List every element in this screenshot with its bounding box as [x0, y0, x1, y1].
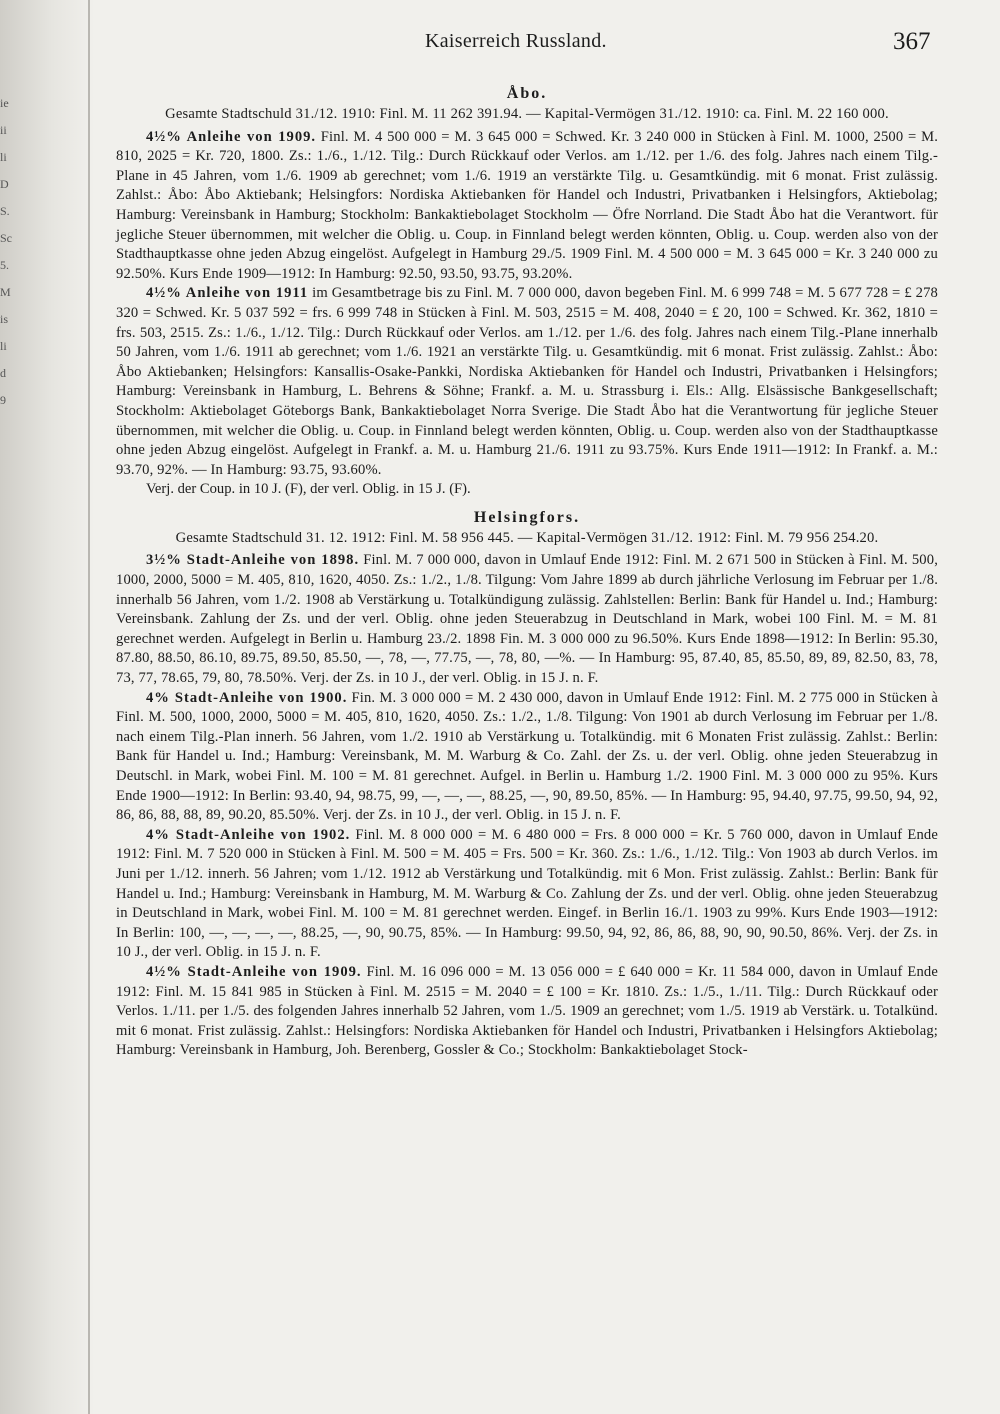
section-heading-abo: Åbo. — [506, 85, 548, 102]
loan-title: 4½% Stadt-Anleihe von 1909. — [146, 963, 362, 980]
margin-fragment: ii — [0, 123, 7, 137]
running-title: Kaiserreich Russland. — [425, 30, 607, 52]
margin-fragment: M — [0, 285, 11, 299]
margin-fragment: li — [0, 150, 7, 164]
loan-text: Fin. M. 3 000 000 = M. 2 430 000, davon in Umlauf Ende 1912: Finl. M. 2 775 000 in Stücken à Finl. M. 500, 1000, 2000, 5000 = M. 405, 810, 1620, 4050. Zs.: 1./2., 1./8. Tilgung: Von 1901 ab durch Verlosung im Februar per 1./8. nach einem Tilg.-Plan innerh. 56 Jahren, vom 1./2. 1910 ab Verstärkung u. Totalkündig. mit 6 Monaten Frist zulässig. Zahlst.: Berlin: Bank für Handel u. Ind.; Hamburg: Vereinsbank, M. M. Warburg & Co. Zahl. der Zs. u. der verl. Oblig. ohne jeden Steuerabzug in Deutschl. in Mark, wobei Finl. M. 100 = M. 81 gerechnet. Aufgel. in Berlin u. Hamburg 1./2. 1900 Finl. M. 3 000 000 zu 95%. Kurs Ende 1900—1912: In Berlin: 93.40, 94, 98.75, 99, —, —, —, 88.25, —, 90, 89.50, 85%. — In Hamburg: 95, 94.40, 97.75, 99.50, 94, 92, 86, 86, 88, 88, 89, 90.20, 85.50%. Verj. der Zs. in 10 J., der verl. Oblig. in 15 J. n. F. — [116, 689, 939, 824]
loan-title: 3½% Stadt-Anleihe von 1898. — [146, 552, 360, 569]
loan-title: 4% Stadt-Anleihe von 1902. — [146, 826, 351, 843]
page-number: 367 — [893, 28, 931, 55]
margin-fragment: d — [0, 366, 6, 380]
adjacent-page-edge — [0, 0, 95, 1414]
prescription-note: Verj. der Coup. in 10 J. (F), der verl. Oblig. in 15 J. (F). — [146, 481, 471, 498]
loan-text: Finl. M. 8 000 000 = M. 6 480 000 = Frs. 8 000 000 = Kr. 5 760 000, davon in Umlauf Ende 1912: Finl. M. 7 520 000 in Stücken à Finl. M. 500 = M. 405 = Frs. 500 = Kr. 360. Zs.: 1./6., 1./12. Tilg.: Von 1903 ab durch Verlos. im Juni per 1./12. innerh. 56 Jahren; vom 1./12. 1912 ab Verstärkung und Totalkündig. mit 6 Mon. Frist zulässig. Zahlst.: Berlin: Bank für Handel u. Ind.; Hamburg: Vereinsbank in Hamburg, M. M. Warburg & Co. Zahlung der Zs. und der verl. Oblig. ohne jeden Steuerabzug in Deutschland in Mark, wobei Finl. M. 100 = M. 81 gerechnet werden. Eingef. in Berlin 16./1. 1903 zu 99%. Kurs Ende 1903—1912: In Berlin: 100, —, —, —, —, 88.25, —, 90, 90.75, 85%. — In Hamburg: 99.50, 94, 92, 86, 86, 88, 90, 90, 90.50, 86%. Verj. der Zs. in 10 J., der verl. Oblig. in 15 J. n. F. — [116, 826, 938, 961]
adjacent-page-fragments — [0, 90, 14, 414]
loan-text: Finl. M. 7 000 000, davon in Umlauf Ende 1912: Finl. M. 2 671 500 in Stücken à Finl. M. 500, 1000, 2000, 5000 = M. 405, 810, 1620, 4050. Zs.: 1./2., 1./8. Tilgung: Vom Jahre 1899 ab durch jährliche Verlosung im Februar per 1./8. innerhalb 56 Jahren, vom 1./2. 1908 ab Verstärkung u. Totalkündigung zulässig. Zahlstellen: Berlin: Bank für Handel u. Ind.; Hamburg: Vereinsbank. Zahlung der Zs. und der verl. Oblig. ohne jeden Steuerabzug in Deutschland in Mark, wobei 100 Finl. M. = M. 81 gerechnet werden. Aufgelegt in Berlin u. Hamburg 23./2. 1898 Fin. M. 3 000 000 zu 96.50%. Kurs Ende 1898—1912: In Berlin: 95.30, 87.80, 88.50, 86.10, 89.75, 89.50, 85.50, —, 78, —, 77.75, —, 78, 80, —%. — In Hamburg: 95, 87.40, 85, 85.50, 89, 89, 82.50, 83, 78, 73, 77, 78.65, 79, 80, 78.50%. Verj. der Zs. in 10 J., der verl. Oblig. in 15 J. n. F. — [116, 552, 938, 687]
loan-text: im Gesamtbetrage bis zu Finl. M. 7 000 000, davon begeben Finl. M. 6 999 748 = M. 5 677 728 = £ 278 320 = Schwed. Kr. 5 037 592 = frs. 6 999 748 in Stücken à Finl. M. 503, 2515 = M. 408, 2040 = £ 20, 100 = Schwed. Kr. 362, 1810 = frs. 503, 2515. Zs.: 1./6., 1./12. Tilg.: Durch Rückkauf oder Verlos. am 1./12. per 1./6. des folg. Jahres nach einem Tilg.-Plane innerhalb 50 Jahren, vom 1./6. 1911 ab gerechnet; vom 1./6. 1921 an verstärkte Tilg. u. Gesamtkündig. mit 6 monat. Frist zulässig. Zahlst.: Åbo: Åbo Aktiebanken; Helsingfors: Kansallis-Osake-Pankki, Nordiska Aktiebanken för Handel och Industri, Privatbanken i Helsingfors; Hamburg: Vereinsbank in Hamburg, L. Behrens & Söhne; Frankf. a. M. u. Strassburg i. Els.: Allg. Elsässische Bankgesellschaft; Stockholm: Aktiebolaget Göteborgs Bank, Bankaktiebolaget Norra Sverige. Die Stadt Åbo hat die Verantwortung für jegliche Steuer übernommen, mit welcher die Oblig. u. Coup. in Finnland belegt werden könnten, Oblig. u. Coup. werden also von der Stadthauptkasse ohne jeden Abzug eingelöst. Aufgelegt in Frankf. a. M. u. Hamburg 21./6. 1911 zu 93.75%. Kurs Ende 1911—1912: In Frankf. a. M.: 93.70, 92%. — In Hamburg: 93.75, 93.60%. — [116, 285, 939, 478]
page-fold — [88, 0, 90, 1414]
text-column — [116, 74, 938, 1061]
margin-fragment: 9 — [0, 393, 6, 407]
loan-title: 4½% Anleihe von 1909. — [146, 128, 317, 145]
margin-fragment: ie — [0, 96, 9, 110]
loan-entry — [116, 963, 938, 1061]
margin-fragment: Sc — [0, 231, 12, 245]
margin-fragment: D — [0, 177, 9, 191]
loan-text: Finl. M. 4 500 000 = M. 3 645 000 = Schwed. Kr. 3 240 000 in Stücken à Finl. M. 1000, 2500 = M. 810, 2025 = Kr. 720, 1800. Zs.: 1./6., 1./12. Tilg.: Durch Rückkauf oder Verlos. am 1./12. per 1./6. des folg. Jahres nach einem Tilg.-Plane in 45 Jahren, vom 1./6. 1909 ab gerechnet; vom 1./6. 1919 an verstärkte Tilg. u. Gesamtkündig. mit 6 monat. Frist zulässig. Zahlst.: Åbo: Åbo Aktiebank; Helsingfors: Nordiska Aktiebanken för Handel och Industri, Privatbanken i Helsingfors, Aktiebolag; Hamburg: Vereinsbank in Hamburg; Stockholm: Bankaktiebolaget Stockholm — Öfre Norrland. Die Stadt Åbo hat die Verantwort. für jegliche Steuer übernommen, mit welcher die Oblig. u. Coup. in Finnland belegt werden könnten, Oblig. u. Coup. werden also von der Stadthauptkasse ohne jeden Abzug eingelöst. Aufgelegt in Hamburg 29./5. 1909 Finl. M. 4 500 000 = M. 3 645 000 = Kr. 3 240 000 zu 92.50%. Kurs Ende 1909—1912: In Hamburg: 92.50, 93.50, 93.75, 93.20%. — [116, 128, 939, 282]
loan-entry — [116, 284, 938, 480]
margin-fragment: 5. — [0, 258, 9, 272]
loan-title: 4½% Anleihe von 1911 — [146, 285, 309, 302]
section-heading-helsingfors: Helsingfors. — [473, 508, 581, 526]
margin-fragment: S. — [0, 204, 10, 218]
loan-entry — [116, 551, 938, 688]
loan-text: Finl. M. 16 096 000 = M. 13 056 000 = £ 640 000 = Kr. 11 584 000, davon in Umlauf Ende 1912: Finl. M. 15 841 985 in Stücken à Finl. M. 2515 = M. 2040 = £ 100 = Kr. 1810. Zs.: 1./5., 1./11. Tilg.: Durch Rückkauf oder Verlos. 1./11. per 1./5. des folgenden Jahres innerhalb 52 Jahren, vom 1./5. 1909 an gerechnet; vom 1./5. 1919 ab Verstärk. u. Totalkünd. mit 6 monat. Frist zulässig. Zahlst.: Helsingfors: Nordiska Aktiebanken för Handel och Industri, Privatbanken i Helsingfors Aktiebolag; Hamburg: Vereinsbank in Hamburg, Joh. Berenberg, Gossler & Co.; Stockholm: Bankaktiebolaget Stock- — [116, 963, 938, 1059]
loan-entry — [116, 128, 938, 285]
section-summary-helsingfors: Gesamte Stadtschuld 31. 12. 1912: Finl. M. 58 956 445. — Kapital-Vermögen 31./12. 1912: Finl. M. 79 956 254.20. — [175, 529, 879, 546]
section-summary-abo: Gesamte Stadtschuld 31./12. 1910: Finl. M. 11 262 391.94. — Kapital-Vermögen 31./12. 1910: ca. Finl. M. 22 160 000. — [165, 106, 889, 122]
loan-title: 4% Stadt-Anleihe von 1900. — [146, 689, 348, 706]
margin-fragment: li — [0, 339, 7, 353]
loan-entry — [116, 689, 938, 826]
margin-fragment: is — [0, 312, 9, 326]
running-head — [0, 28, 1000, 58]
loan-entry — [116, 826, 938, 963]
